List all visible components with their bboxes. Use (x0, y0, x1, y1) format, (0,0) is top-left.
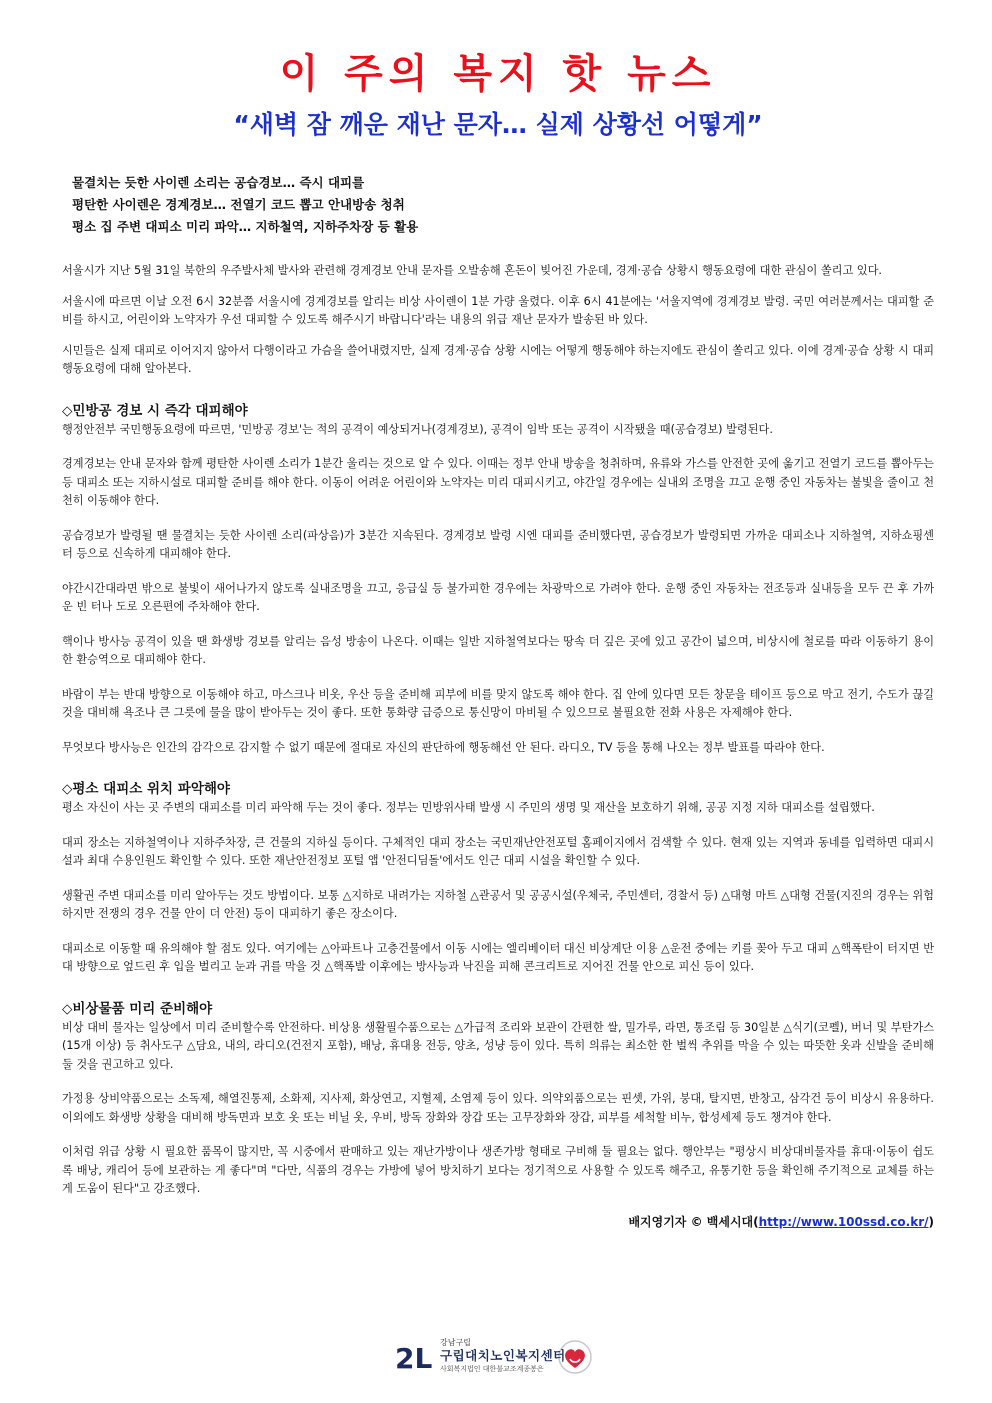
lead-list (62, 172, 934, 238)
section-paragraph: 핵이나 방사능 공격이 있을 땐 화생방 경보를 알리는 음성 방송이 나온다. 이때는 일반 지하철역보다는 땅속 더 깊은 곳에 있고 공간이 넓으며, 비상시에 철로를 따라 이동하기 용이한 환승역으로 대피해야 한다. (62, 634, 934, 666)
logo-mark-icon (395, 1342, 432, 1375)
lead-line: 평탄한 사이렌은 경계경보… 전열기 코드 뽑고 안내방송 청취 (72, 197, 405, 212)
diamond-icon: ◇ (62, 781, 73, 797)
section-paragraph: 대피 장소는 지하철역이나 지하주차장, 큰 건물의 지하실 등이다. 구체적인 대피 장소는 국민재난안전포털 홈페이지에서 검색할 수 있다. 현재 있는 지역과 동네를 입력하면 대피시설과 최대 수용인원도 확인할 수 있다. 또한 재난안전정보 포털 앱 '안전디딤돌'에서도 인근 대피 시설을 확인할 수 있다. (62, 835, 934, 867)
intro-paragraph: 서울시가 지난 5월 31일 북한의 우주발사체 발사와 관련해 경계경보 안내 문자를 오발송해 혼돈이 빚어진 가운데, 경계·공습 상황시 행동요령에 대한 관심이 쏠리고 있다. (62, 264, 882, 277)
section-evacuate (62, 401, 934, 758)
lead-line: 평소 집 주변 대피소 미리 파악… 지하철역, 지하주차장 등 활용 (72, 219, 419, 234)
section-paragraph: 가정용 상비약품으로는 소독제, 해열진통제, 소화제, 지사제, 화상연고, 지혈제, 소염제 등이 있다. 의약외품으로는 핀셋, 가위, 붕대, 탈지면, 반창고, 삼각건 등이 비상시 유용하다. 이외에도 화생방 상황을 대비해 방독면과 보호 옷 또는 비닐 옷, 우비, 방독 장화와 장갑 또는 고무장화와 장갑, 피부를 세척할 비누, 합성세제 등도 챙겨야 한다. (62, 1092, 934, 1124)
source-link[interactable]: http://www.100ssd.co.kr/ (758, 1214, 929, 1229)
section-title: 민방공 경보 시 즉각 대피해야 (72, 402, 248, 419)
section-paragraph: 야간시간대라면 밖으로 불빛이 새어나가지 않도록 실내조명을 끄고, 응급실 등 불가피한 경우에는 차광막으로 가려야 한다. 운행 중인 자동차는 전조등과 실내등을 모두 끈 후 가까운 빈 터나 도로 오른편에 주차해야 한다. (62, 581, 934, 613)
section-paragraph: 생활권 주변 대피소를 미리 알아두는 것도 방법이다. 보통 △지하로 내려가는 지하철 △관공서 및 공공시설(우체국, 주민센터, 경찰서 등) △대형 마트 △대형 건물(지진의 경우는 위험하지만 전쟁의 경우 건물 안이 더 안전) 등이 대피하기 좋은 장소이다. (62, 888, 934, 920)
byline-author: 배지영기자 © 백세시대( (628, 1214, 759, 1229)
section-heading (62, 779, 934, 799)
section-title: 비상물품 미리 준비해야 (72, 1000, 213, 1017)
section-paragraph: 행정안전부 국민행동요령에 따르면, '민방공 경보'는 적의 공격이 예상되거나(경계경보), 공격이 임박 또는 공격이 시작됐을 때(공습경보) 발령된다. (62, 422, 773, 436)
section-shelter (62, 779, 934, 977)
section-paragraph: 바람이 부는 반대 방향으로 이동해야 하고, 마스크나 비옷, 우산 등을 준비해 피부에 비를 맞지 않도록 해야 한다. 집 안에 있다면 모든 창문을 테이프 등으로 막고 전기, 수도가 끊길 것을 대비해 욕조나 큰 그릇에 물을 많이 받아두는 것이 좋다. 또한 통화량 급증으로 통신망이 마비될 수 있으므로 불필요한 전화 사용은 자제해야 한다. (62, 687, 934, 719)
section-supplies (62, 999, 934, 1199)
lead-line: 물결치는 듯한 사이렌 소리는 공습경보… 즉시 대피를 (72, 175, 365, 190)
article (62, 48, 934, 1230)
intro-paragraph: 시민들은 실제 대피로 이어지지 않아서 다행이라고 가슴을 쓸어내렸지만, 실제 경계·공습 상황 시에는 어떻게 행동해야 하는지에도 관심이 쏠리고 있다. 이에 경계·공습 상황 시 대피 행동요령에 대해 알아본다. (62, 343, 934, 375)
logo-mark-text: 2L (395, 1342, 433, 1375)
page-title: 이 주의 복지 핫 뉴스 (279, 51, 717, 97)
byline (62, 1213, 934, 1230)
page-subtitle: “새벽 잠 깨운 재난 문자… 실제 상황선 어떻게” (233, 110, 763, 139)
intro-paragraph: 서울시에 따르면 이날 오전 6시 32분쯤 서울시에 경계경보를 알리는 비상 사이렌이 1분 가량 울렸다. 이후 6시 41분에는 '서울지역에 경계경보 발령. 국민 여러분께서는 대피할 준비를 하시고, 어린이와 노약자가 우선 대피할 수 있도록 해주시기 바랍니다'라는 내용의 위급 재난 문자가 발송된 바 있다. (62, 294, 934, 326)
section-heading (62, 401, 934, 421)
section-paragraph: 대피소로 이동할 때 유의해야 할 점도 있다. 여기에는 △아파트나 고층건물에서 이동 시에는 엘리베이터 대신 비상계단 이용 △운전 중에는 키를 꽂아 두고 대피 △핵폭탄이 터지면 반대 방향으로 엎드린 후 입을 벌리고 눈과 귀를 막을 것 △핵폭발 이후에는 방사능과 낙진을 피해 콘크리트로 지어진 건물 안으로 피신 등이 있다. (62, 941, 934, 973)
diamond-icon: ◇ (62, 1000, 73, 1017)
section-paragraph: 평소 자신이 사는 곳 주변의 대피소를 미리 파악해 두는 것이 좋다. 정부는 민방위사태 발생 시 주민의 생명 및 재산을 보호하기 위해, 공공 지정 지하 대피소를 설립했다. (62, 801, 875, 814)
byline-close: ) (928, 1214, 934, 1229)
logo-text (440, 1338, 566, 1374)
section-paragraph: 공습경보가 발령될 땐 물결치는 듯한 사이렌 소리(파상음)가 3분간 지속된다. 경계경보 발령 시엔 대피를 준비했다면, 공습경보가 발령되면 가까운 대피소나 지하철역, 지하쇼핑센터 등으로 신속하게 대피해야 한다. (62, 528, 934, 560)
logo-org-sub: 사회복지법인 대한불교조계종봉은 (440, 1365, 544, 1373)
section-paragraph: 비상 대비 물자는 일상에서 미리 준비할수록 안전하다. 비상용 생활필수품으로는 △가급적 조리와 보관이 간편한 쌀, 밀가루, 라면, 통조림 등 30일분 △식기(코펠), 버너 및 부탄가스(15개 이상) 등 취사도구 △담요, 내의, 라디오(건전지 포함), 배낭, 휴대용 전등, 양초, 성냥 등이 있다. 특히 의류는 최소한 한 벌씩 추위를 막을 수 있는 따뜻한 옷과 신발을 준비해 둘 것을 권고하고 있다. (62, 1020, 934, 1071)
logo-district: 강남구립 (440, 1338, 471, 1347)
section-paragraph: 무엇보다 방사능은 인간의 감각으로 감지할 수 없기 때문에 절대로 자신의 판단하에 행동해선 안 된다. 라디오, TV 등을 통해 나오는 정부 발표를 따라야 한다. (62, 740, 825, 754)
diamond-icon: ◇ (62, 402, 73, 419)
section-heading (62, 999, 934, 1019)
section-paragraph: 경계경보는 안내 문자와 함께 평탄한 사이렌 소리가 1분간 울리는 것으로 알 수 있다. 이때는 정부 안내 방송을 청취하며, 유류와 가스를 안전한 곳에 옮기고 전열기 코드를 뽑아두는 등 대피소 또는 지하시설로 대피할 준비를 해야 한다. 이동이 어려운 어린이와 노약자는 미리 대피시키고, 야간일 경우에는 실내외 조명을 끄고 운행 중인 자동차는 불빛을 줄이고 천천히 이동해야 한다. (62, 457, 934, 507)
section-title: 평소 대피소 위치 파악해야 (72, 781, 230, 797)
logo-org-name: 구립대치노인복지센터 (440, 1348, 566, 1363)
section-paragraph: 이처럼 위급 상황 시 필요한 품목이 많지만, 꼭 시중에서 판매하고 있는 재난가방이나 생존가방 형태로 구비해 둘 필요는 없다. 행안부는 "평상시 비상대비물자를 휴대·이동이 쉽도록 배낭, 캐리어 등에 보관하는 게 좋다"며 "다만, 식품의 경우는 가방에 넣어 방치하기 보다는 정기적으로 사용할 수 있도록 해주고, 유통기한 등을 확인해 주기적으로 교체를 하는 게 도움이 된다"고 강조했다. (62, 1145, 934, 1195)
